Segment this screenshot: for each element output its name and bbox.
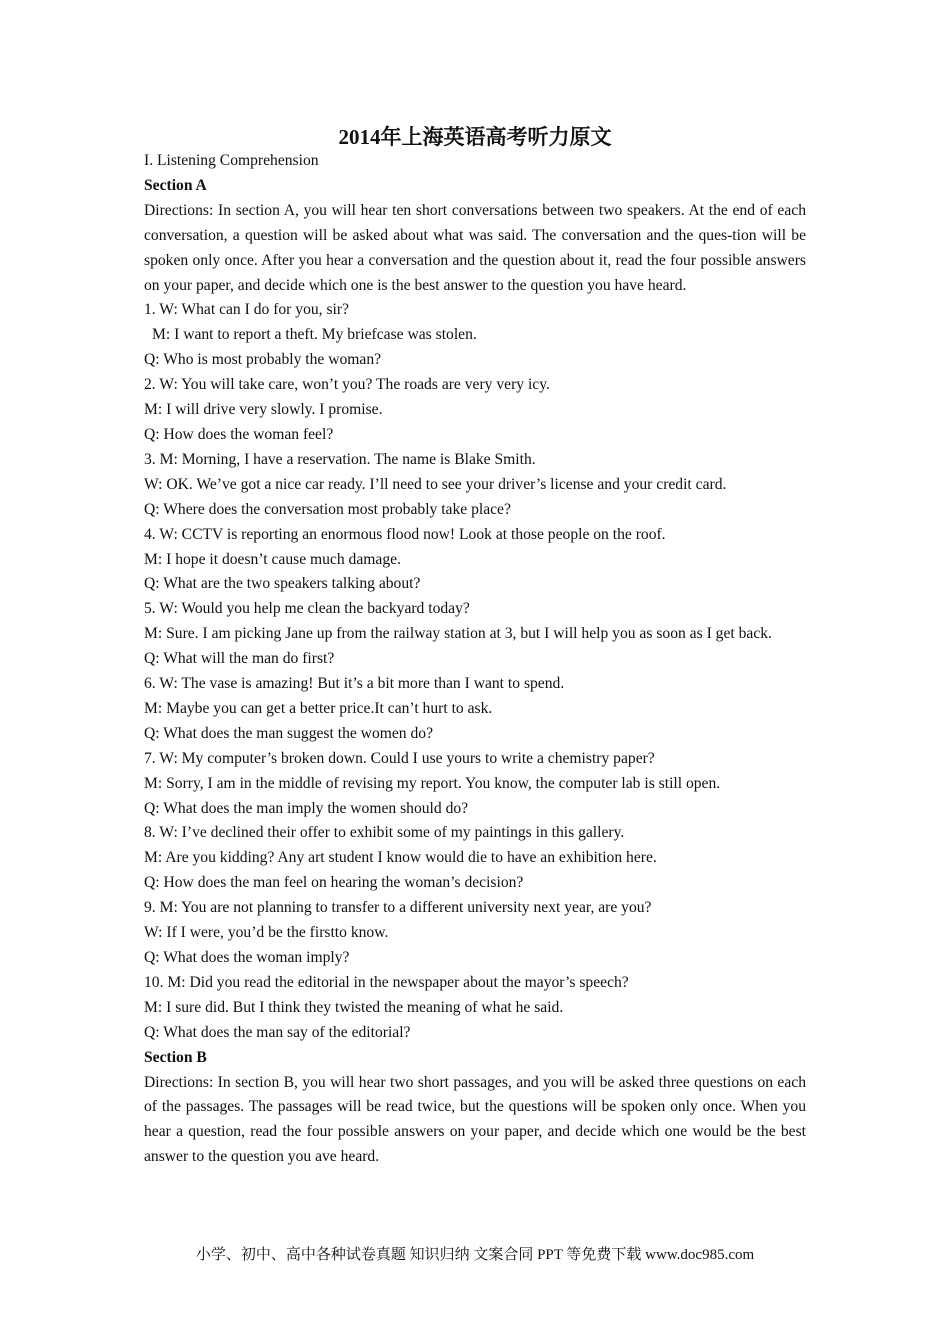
dialogue-line: 2. W: You will take care, won’t you? The roads are very very icy. xyxy=(144,376,550,394)
question-line: Q: What does the woman imply? xyxy=(144,949,350,966)
question-line: Q: What will the man do first? xyxy=(144,650,335,668)
question-line: Q: What does the man say of the editorial? xyxy=(144,1023,411,1041)
document-title: 2014年上海英语高考听力原文 xyxy=(338,125,612,149)
dialogue-line: 1. W: What can I do for you, sir? xyxy=(144,301,349,319)
dialogue-line: W: If I were, you’d be the firstto know. xyxy=(144,924,389,942)
page-footer: 小学、初中、高中各种试卷真题 知识归纳 文案合同 PPT 等免费下载 www.doc985.com xyxy=(195,1247,755,1263)
dialogue-line: M: I will drive very slowly. I promise. xyxy=(144,401,383,419)
dialogue-line: 9. M: You are not planning to transfer to a different university next year, are you? xyxy=(144,899,652,917)
dialogue-line: 8. W: I’ve declined their offer to exhibit some of my paintings in this gallery. xyxy=(144,824,625,842)
part-heading: I. Listening Comprehension xyxy=(144,152,319,169)
section-b-directions: Directions: In section B, you will hear two short passages, and you will be asked three questions on each of the passages. The passages will be read twice, but the questions will be spoken only once. When you hear a question, read the four possible answers on your paper, and decide which one would be the best answer to the question you ave heard. xyxy=(144,1073,806,1166)
dialogue-line: 3. M: Morning, I have a reservation. The name is Blake Smith. xyxy=(144,450,536,468)
question-line: Q: What does the man suggest the women do? xyxy=(144,724,434,742)
dialogue-line: 6. W: The vase is amazing! But it’s a bit more than I want to spend. xyxy=(144,675,565,693)
dialogue-line: M: Sure. I am picking Jane up from the railway station at 3, but I will help you as soon as I get back. xyxy=(144,625,772,643)
section-a-directions: Directions: In section A, you will hear ten short conversations between two speakers. At the end of each conversation, a question will be asked about what was said. The conversation and the ques-tion will be spoken only once. After you hear a conversation and the question about it, read the four possible answers on your paper, and decide which one is the best answer to the question you have heard. xyxy=(144,201,806,294)
question-line: Q: Who is most probably the woman? xyxy=(144,351,382,369)
dialogue-line: M: I want to report a theft. My briefcase was stolen. xyxy=(152,326,477,344)
dialogue-line: M: I hope it doesn’t cause much damage. xyxy=(144,550,401,568)
question-line: Q: What does the man imply the women should do? xyxy=(144,799,469,817)
question-line: Q: Where does the conversation most probably take place? xyxy=(144,500,511,518)
dialogue-line: W: OK. We’ve got a nice car ready. I’ll need to see your driver’s license and your credit card. xyxy=(144,475,727,493)
question-line: Q: How does the woman feel? xyxy=(144,425,334,443)
dialogue-line: 5. W: Would you help me clean the backyard today? xyxy=(144,600,470,618)
dialogue-line: M: Maybe you can get a better price.It can’t hurt to ask. xyxy=(144,699,493,717)
dialogue-line: 7. W: My computer’s broken down. Could I use yours to write a chemistry paper? xyxy=(144,749,655,767)
question-line: Q: How does the man feel on hearing the woman’s decision? xyxy=(144,874,524,892)
dialogue-line: 4. W: CCTV is reporting an enormous flood now! Look at those people on the roof. xyxy=(144,525,666,543)
dialogue-line: M: I sure did. But I think they twisted the meaning of what he said. xyxy=(144,998,564,1016)
dialogue-line: M: Sorry, I am in the middle of revising my report. You know, the computer lab is still open. xyxy=(144,774,721,792)
question-line: Q: What are the two speakers talking about? xyxy=(144,575,421,593)
dialogue-line: M: Are you kidding? Any art student I know would die to have an exhibition here. xyxy=(144,849,657,867)
section-a-heading: Section A xyxy=(144,176,207,194)
section-b-heading: Section B xyxy=(144,1048,207,1066)
document-body xyxy=(144,149,806,1170)
dialogue-line: 10. M: Did you read the editorial in the newspaper about the mayor’s speech? xyxy=(144,973,629,991)
